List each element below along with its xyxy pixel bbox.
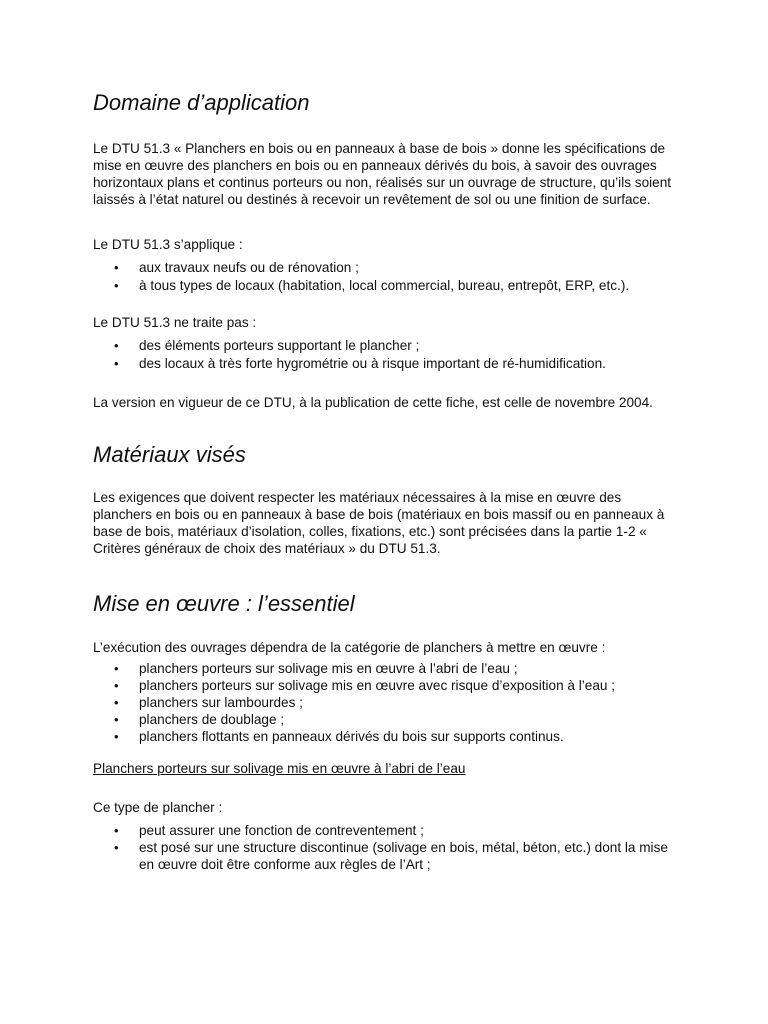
list-item: • planchers porteurs sur solivage mis en œuvre avec risque d’exposition à l’eau ; [93, 677, 683, 694]
paragraph-excludes-label: Le DTU 51.3 ne traite pas : [93, 315, 257, 330]
list-item: • peut assurer une fonction de contreventement ; [93, 822, 683, 839]
list-item: • des éléments porteurs supportant le plancher ; [93, 337, 683, 354]
list-plancher-characteristics [93, 822, 683, 873]
list-item: • planchers flottants en panneaux dérivés du bois sur supports continus. [93, 728, 683, 745]
list-item: • planchers sur lambourdes ; [93, 694, 683, 711]
paragraph-applies-label: Le DTU 51.3 s’applique : [93, 237, 243, 252]
heading-materiaux-vises: Matériaux visés [93, 442, 246, 467]
list-item: • planchers porteurs sur solivage mis en œuvre à l’abri de l’eau ; [93, 660, 683, 677]
paragraph-version: La version en vigueur de ce DTU, à la publication de cette fiche, est celle de novembre 2004. [93, 395, 653, 410]
heading-domaine-application: Domaine d’application [93, 90, 310, 115]
paragraph-sub-intro: Ce type de plancher : [93, 800, 223, 815]
document-content [93, 82, 683, 873]
list-item: • planchers de doublage ; [93, 711, 683, 728]
paragraph-domaine-intro: Le DTU 51.3 « Planchers en bois ou en panneaux à base de bois » donne les spécifications de mise en œuvre des planchers en bois ou en panneaux dérivés du bois, à savoir des ouvrages horizontaux plans et continus porteurs ou non, réalisés sur un ouvrage de structure, qu’ils soient laissés à l’état naturel ou destinés à recevoir un revêtement de sol ou une finition de surface. [93, 141, 672, 207]
list-item: • est posé sur une structure discontinue (solivage en bois, métal, béton, etc.) dont la mise en œuvre doit être conforme aux règles de l’Art ; [93, 839, 683, 873]
paragraph-mise-en-oeuvre-intro: L’exécution des ouvrages dépendra de la catégorie de planchers à mettre en œuvre : [93, 640, 606, 655]
paragraph-materiaux-body: Les exigences que doivent respecter les matériaux nécessaires à la mise en œuvre des planchers en bois ou en panneaux à base de bois (matériaux en bois massif ou en panneaux à base de bois, matériaux d’isolation, colles, fixations, etc.) sont précisées dans la partie 1-2 « Critères généraux de choix des matériaux » du DTU 51.3. [93, 490, 665, 556]
list-item: • aux travaux neufs ou de rénovation ; [93, 259, 683, 276]
list-item: • des locaux à très forte hygrométrie ou à risque important de ré-humidification. [93, 355, 683, 372]
list-applies [93, 259, 683, 294]
list-excludes [93, 337, 683, 372]
subheading-planchers-porteurs: Planchers porteurs sur solivage mis en œuvre à l’abri de l’eau [93, 761, 466, 776]
list-plancher-categories [93, 660, 683, 745]
list-item: • à tous types de locaux (habitation, local commercial, bureau, entrepôt, ERP, etc.). [93, 277, 683, 294]
heading-mise-en-oeuvre: Mise en œuvre : l’essentiel [93, 591, 355, 616]
